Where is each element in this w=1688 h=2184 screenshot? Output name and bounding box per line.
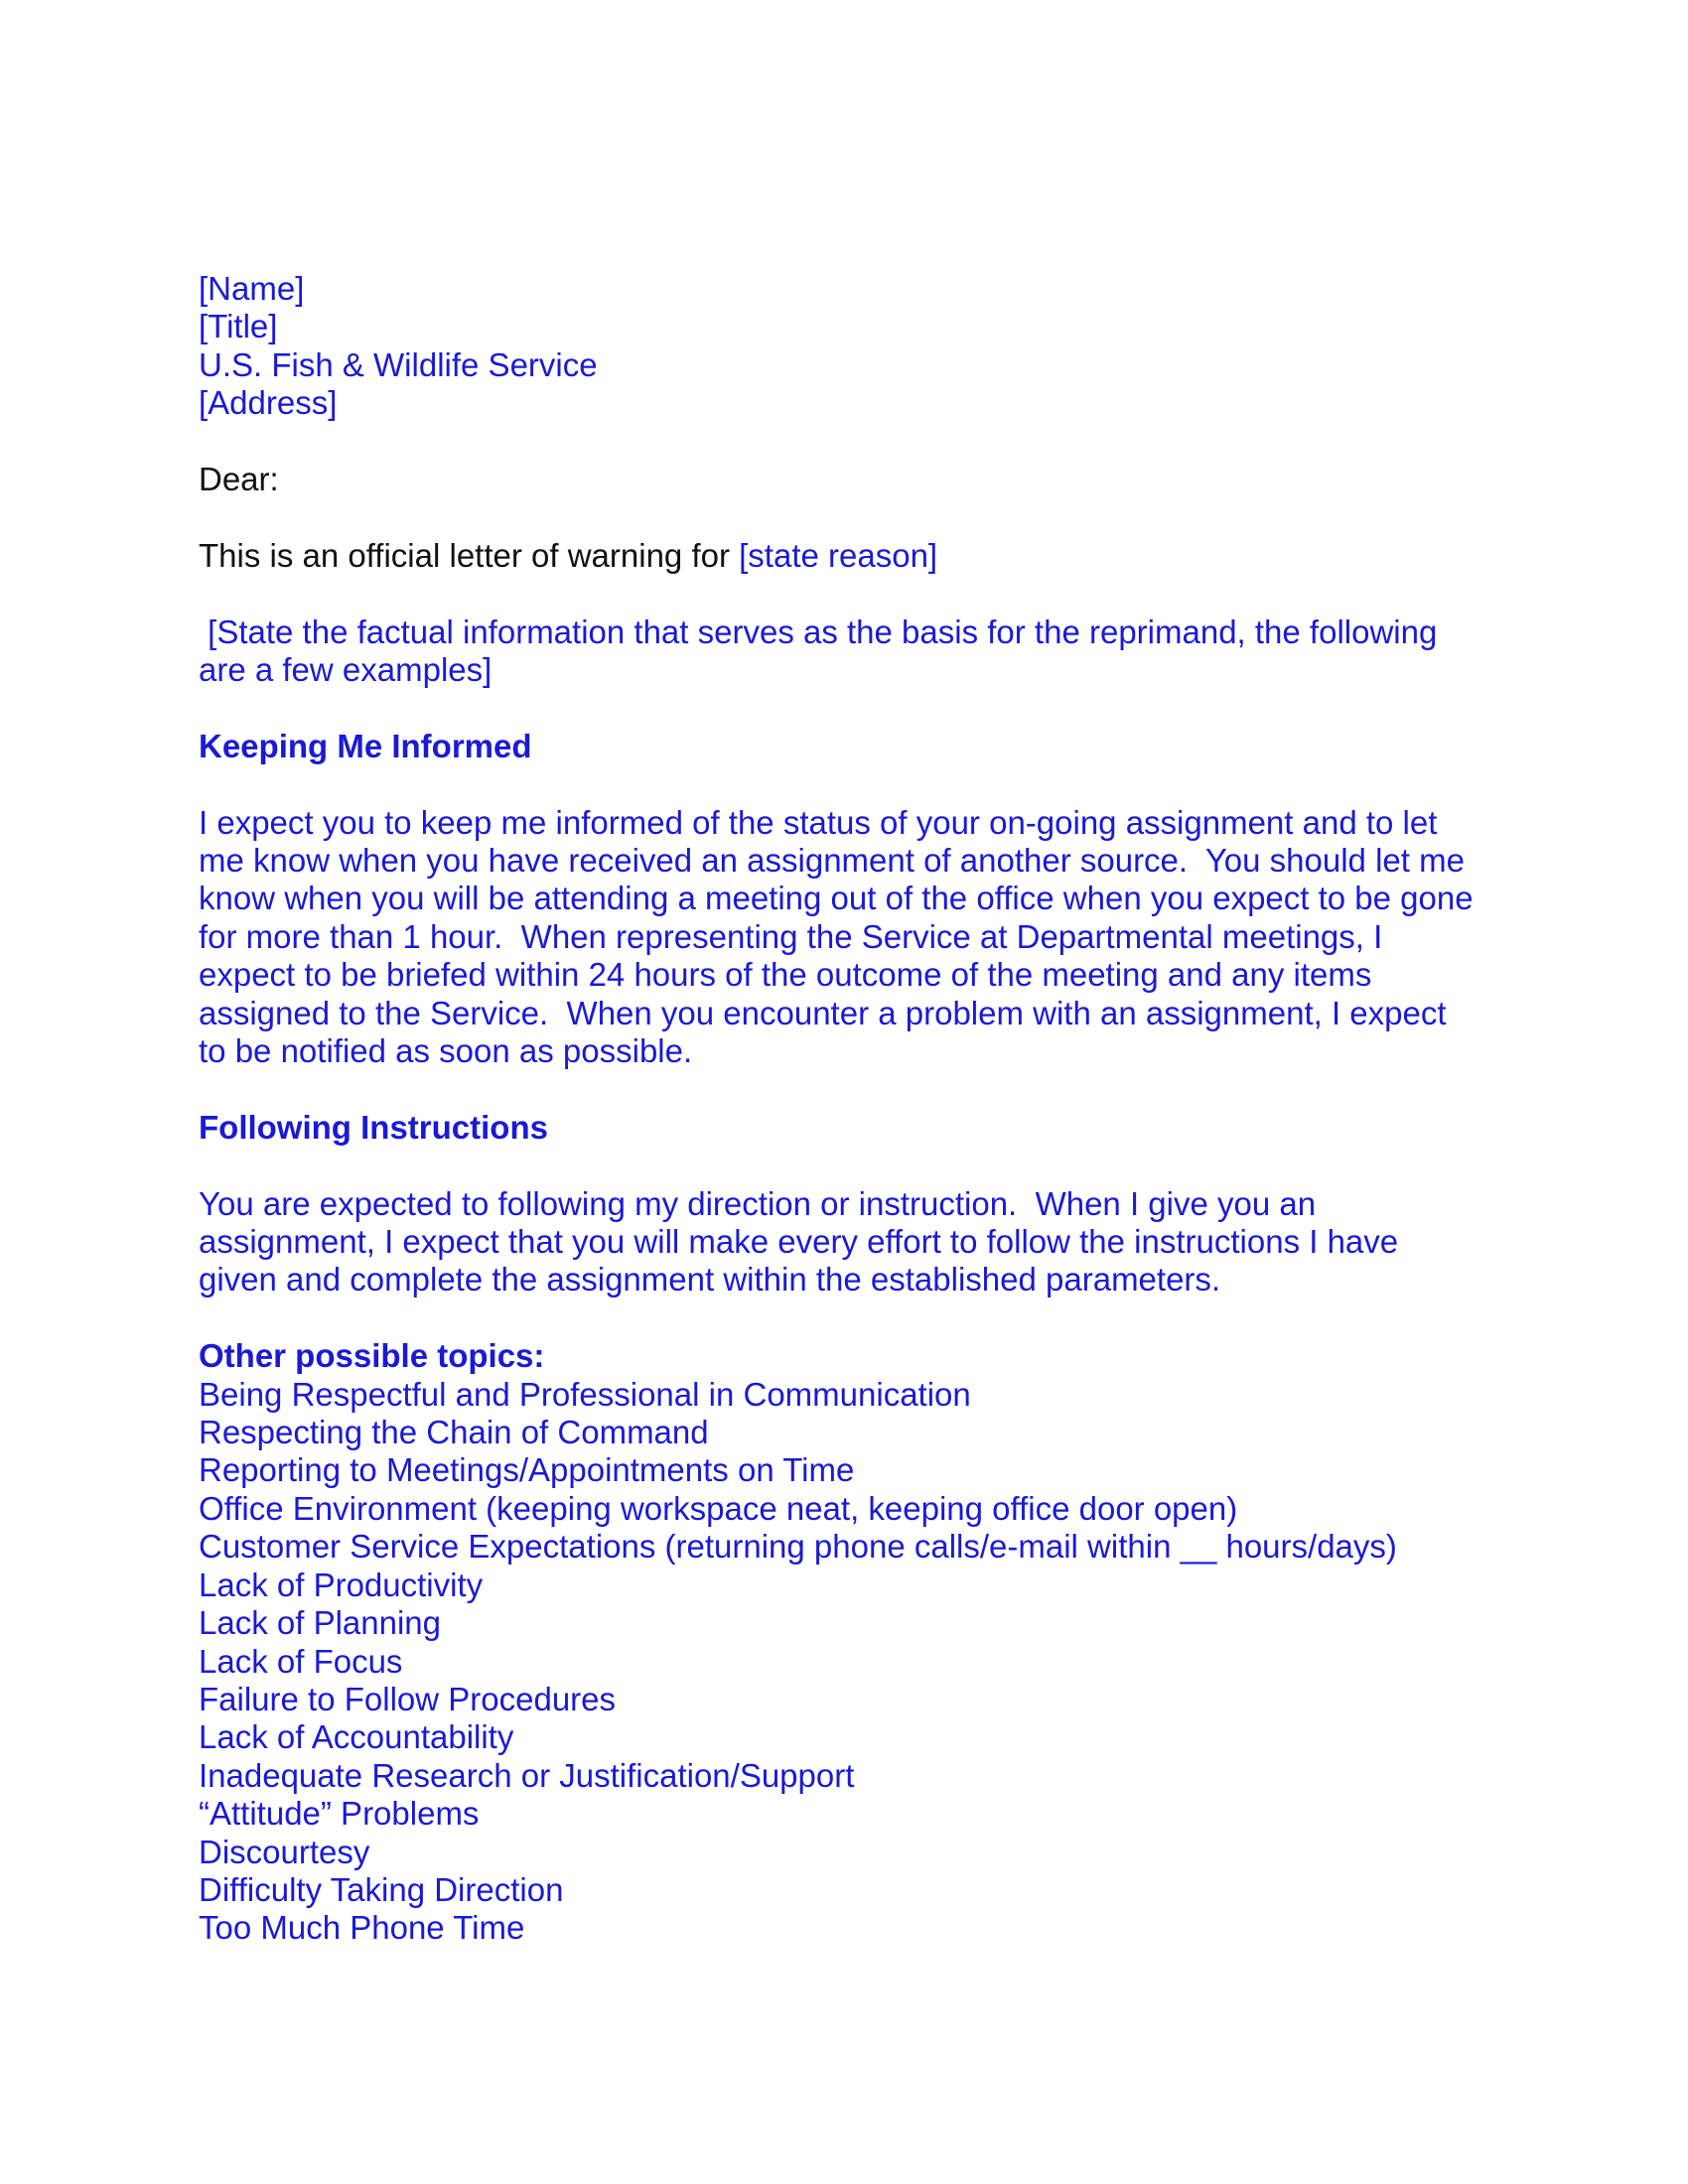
other-topics bbox=[199, 1337, 1519, 1948]
topic-item: Too Much Phone Time bbox=[199, 1909, 525, 1947]
spacer bbox=[199, 423, 1519, 461]
topic-item: Inadequate Research or Justification/Support bbox=[199, 1756, 855, 1794]
section-line: You are expected to following my direction or instruction. When I give you an bbox=[199, 1184, 1317, 1222]
recipient-address: [Address] bbox=[199, 384, 338, 422]
topic-item: Lack of Productivity bbox=[199, 1566, 484, 1603]
section-heading: Following Instructions bbox=[199, 1108, 548, 1146]
section-line: me know when you have received an assignment of another source. You should let me bbox=[199, 842, 1465, 880]
topic-item: Failure to Follow Procedures bbox=[199, 1680, 617, 1717]
facts-instruction bbox=[199, 614, 1519, 690]
reason-placeholder: [state reason] bbox=[739, 536, 938, 574]
topic-item: Customer Service Expectations (returning phone calls/e-mail within __ hours/days) bbox=[199, 1528, 1397, 1566]
topic-item: Lack of Focus bbox=[199, 1642, 403, 1680]
section-line: know when you will be attending a meeting out of the office when you expect to be gone bbox=[199, 880, 1474, 917]
topic-item: Being Respectful and Professional in Communication bbox=[199, 1375, 971, 1413]
topic-item: Discourtesy bbox=[199, 1833, 370, 1870]
recipient-name: [Name] bbox=[199, 270, 305, 307]
section-following-instructions bbox=[199, 1109, 1519, 1299]
topic-item: Respecting the Chain of Command bbox=[199, 1414, 709, 1451]
section-keeping-me-informed bbox=[199, 728, 1519, 1071]
recipient-title: [Title] bbox=[199, 308, 278, 345]
section-line: assignment, I expect that you will make every effort to follow the instructions I have bbox=[199, 1223, 1399, 1261]
section-heading: Keeping Me Informed bbox=[199, 727, 532, 764]
intro-sentence bbox=[199, 537, 1519, 575]
address-block bbox=[199, 270, 1519, 423]
topic-item: Difficulty Taking Direction bbox=[199, 1870, 564, 1908]
spacer bbox=[199, 689, 1519, 727]
salutation: Dear: bbox=[199, 461, 279, 498]
recipient-organization: U.S. Fish & Wildlife Service bbox=[199, 345, 598, 383]
spacer bbox=[199, 1147, 1519, 1184]
section-line: I expect you to keep me informed of the status of your on-going assignment and to let bbox=[199, 803, 1438, 841]
section-line: assigned to the Service. When you encounter a problem with an assignment, I expect bbox=[199, 994, 1447, 1031]
intro-text: This is an official letter of warning for bbox=[199, 536, 740, 574]
other-topics-heading: Other possible topics: bbox=[199, 1337, 545, 1375]
facts-instruction-line: [State the factual information that serves as the basis for the reprimand, the following bbox=[199, 613, 1438, 650]
spacer bbox=[199, 1070, 1519, 1108]
topic-item: Lack of Planning bbox=[199, 1604, 442, 1642]
topic-item: “Attitude” Problems bbox=[199, 1795, 480, 1833]
spacer bbox=[199, 575, 1519, 613]
topic-item: Lack of Accountability bbox=[199, 1718, 514, 1756]
spacer bbox=[199, 1299, 1519, 1337]
section-line: to be notified as soon as possible. bbox=[199, 1032, 693, 1070]
spacer bbox=[199, 498, 1519, 536]
section-line: for more than 1 hour. When representing the Service at Departmental meetings, I bbox=[199, 917, 1383, 955]
facts-instruction-line: are a few examples] bbox=[199, 651, 492, 689]
section-line: given and complete the assignment within the established parameters. bbox=[199, 1261, 1221, 1298]
section-line: expect to be briefed within 24 hours of the outcome of the meeting and any items bbox=[199, 956, 1372, 994]
spacer bbox=[199, 765, 1519, 803]
letter-page bbox=[199, 270, 1519, 1948]
topic-item: Office Environment (keeping workspace neat, keeping office door open) bbox=[199, 1489, 1238, 1527]
topic-item: Reporting to Meetings/Appointments on Time bbox=[199, 1451, 855, 1489]
